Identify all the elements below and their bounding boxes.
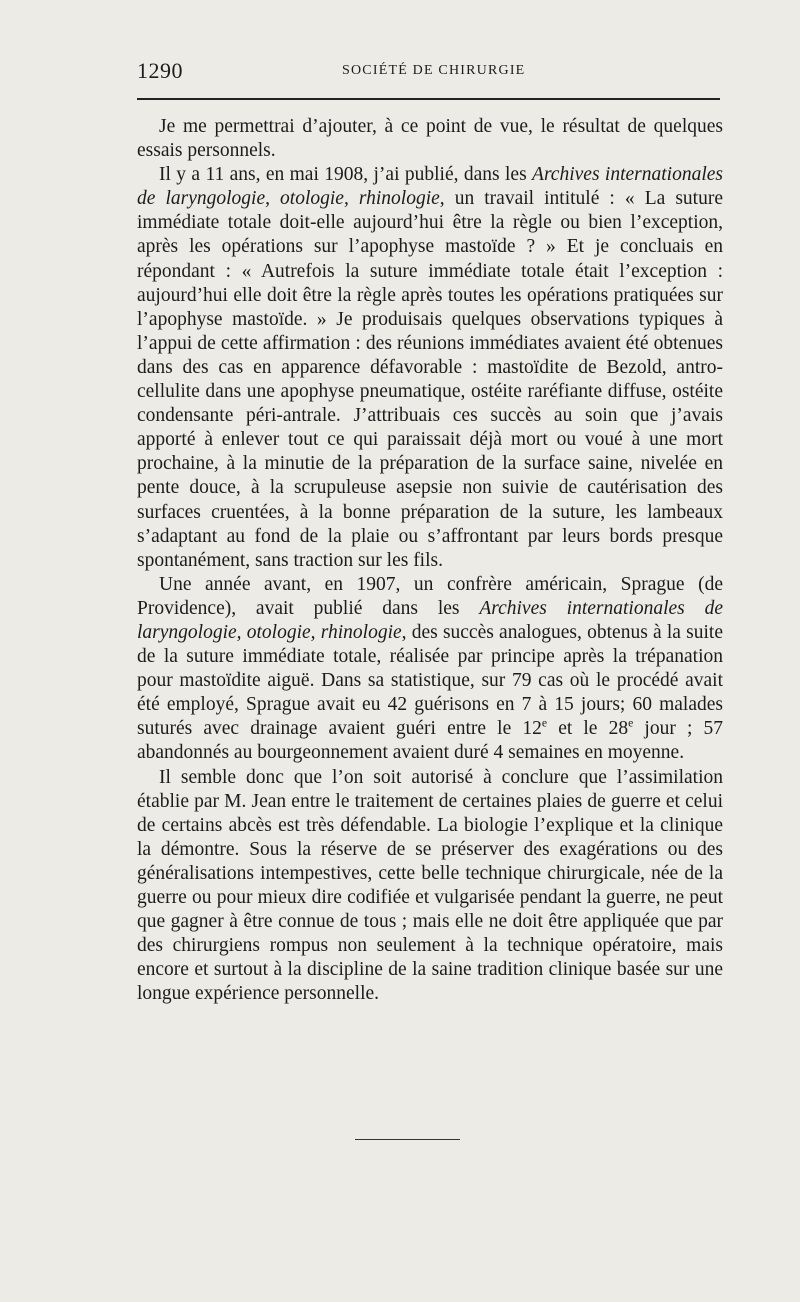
text-segment: jour ; 57 abandonnés au bourgeonnement avaient duré 4 semaines en moyenne. — [137, 718, 723, 764]
italic-title: Archives internationales de laryngologie, otologie, rhinologie — [137, 597, 723, 643]
text-segment: Une année avant, en 1907, un confrère américain, Sprague (de Providence), avait publié dans les — [137, 573, 723, 619]
paragraph — [137, 115, 723, 163]
end-rule — [355, 1139, 460, 1140]
italic-title: Archives internationales de laryngologie, otologie, rhinologie — [137, 164, 723, 210]
text-segment: , des succès analogues, obtenus à la suite de la suture immédiate totale, réalisée par principe après la trépanation pour mastoïdite aiguë. Dans sa statistique, sur 79 cas où le procédé avait été employé, Sprague avait eu 42 guérisons en 7 à 15 jours; 60 malades suturés avec drainage avaient guéri entre le 12 — [137, 621, 723, 740]
paragraph — [137, 573, 723, 766]
superscript: e — [541, 716, 548, 730]
text-segment: Je me permettrai d’ajouter, à ce point de vue, le résultat de quelques essais personnels. — [137, 116, 723, 162]
header-rule — [137, 98, 720, 100]
paragraph — [137, 766, 723, 1007]
page-header — [137, 58, 720, 86]
text-segment: Il semble donc que l’on soit autorisé à conclure que l’assimilation établie par M. Jean entre le traitement de certaines plaies de guerre et celui de certains abcès est très défendable. La biologie l’explique et la clinique la démontre. Sous la réserve de se préserver des exagérations ou des généralisations intempestives, cette belle technique chirurgicale, née de la guerre ou pour mieux dire codifiée et vulgarisée pendant la guerre, ne peut que gagner à être connue de tous ; mais elle ne doit être appliquée que par des chirurgiens rompus non seulement à la technique opératoire, mais encore et surtout à la discipline de la saine tradition clinique basée sur une longue expérience personnelle. — [137, 766, 723, 1005]
page-number: 1290 — [137, 58, 183, 83]
text-segment: et le 28 — [547, 718, 629, 740]
superscript: e — [628, 716, 634, 730]
running-title: SOCIÉTÉ DE CHIRURGIE — [342, 63, 526, 78]
body-text — [137, 115, 723, 1006]
text-segment: , un travail intitulé : « La suture immédiate totale doit-elle aujourd’hui être la règle ou bien l’exception, après les opérations sur l’apophyse mastoïde ? » Et je concluais en répondant : « Autrefois la suture immédiate totale était l’exception : aujourd’hui elle doit être la règle après toutes les opérations pratiquées sur l’apophyse mastoïde. » Je produisais quelques observations typiques à l’appui de cette affirmation : des réunions immédiates avaient été obtenues dans des cas en apparence défavorable : mastoïdite de Bezold, antro-cellulite dans une apophyse pneumatique, ostéite raréfiante diffuse, ostéite condensante péri-antrale. J’attribuais ces succès au soin que j’avais apporté à enlever tout ce qui paraissait déjà mort ou voué à une mort prochaine, à la minutie de la préparation de la surface saine, nivelée en pente douce, à la scrupuleuse asepsie non suivie de cautérisation des surfaces cruentées, à la bonne préparation de la suture, les lambeaux s’adaptant au fond de la plaie ou s’affrontant par leurs bords presque spontanément, sans traction sur les fils. — [137, 188, 723, 571]
paragraph — [137, 163, 723, 573]
text-segment: Il y a 11 ans, en mai 1908, j’ai publié, dans les — [159, 164, 533, 186]
